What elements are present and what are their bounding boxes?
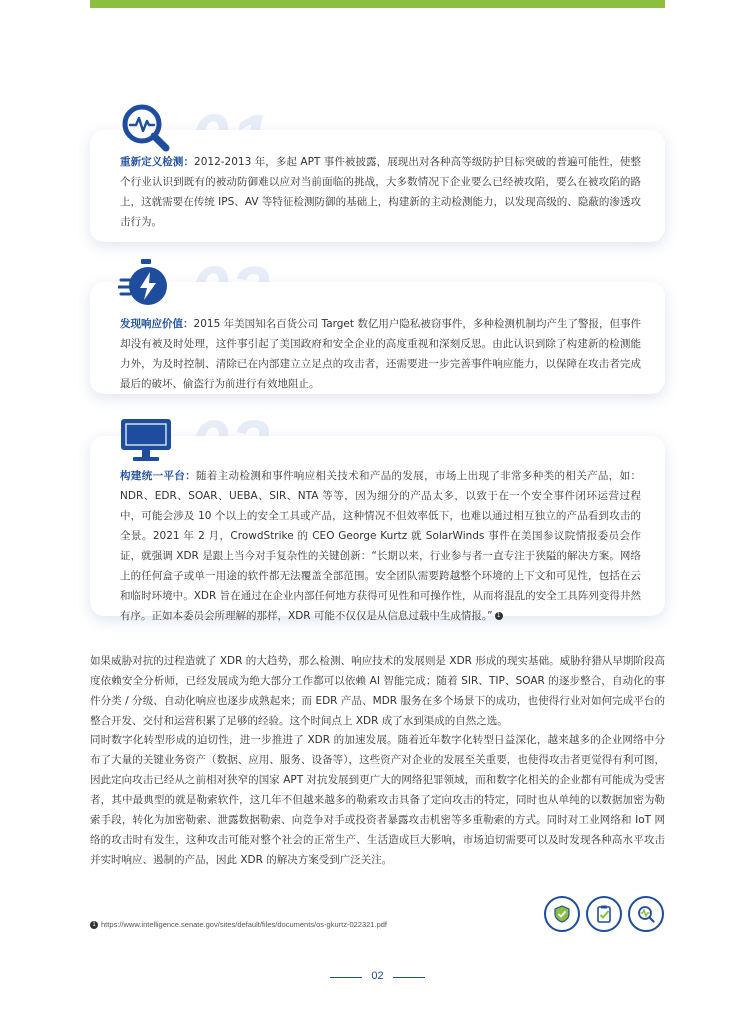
body-paragraph: 如果威胁对抗的过程造就了 XDR 的大趋势，那么检测、响应技术的发展则是 XDR 形成的现实基础。威胁狩猎从早期阶段高度依赖安全分析师，已经发展成为绝大部分工作都可以依赖 AI 智能完成；随着 SIR、TIP、SOAR 的逐步整合，自动化的事件分类 / 分级、自动化响应也逐步成熟起来；而 EDR 产品、MDR 服务在多个场景下的成功，也使得行业对如何完成平台的整合开发、交付和运营积累了足够的经验。这个时间点上 XDR 成了水到渠成的自然之选。: [90, 655, 665, 727]
card-lead: 发现响应价值：: [120, 318, 194, 330]
card-body: 2015 年美国知名百货公司 Target 数亿用户隐私被窃事件，多种检测机制均产生了警报，但事件却没有被及时处理，这件事引起了美国政府和安全企业的高度重视和深刻反思。由此认识到除了构建新的检测能力外，为及时控制、清除已在内部建立立足点的攻击者，还需要进一步完善事件响应能力，以保障在攻击者完成最后的破坏、偷盗行为前进行有效地阻止。: [120, 318, 642, 390]
page-number-rule-right: [393, 977, 425, 978]
card-text: [120, 152, 641, 232]
footnote-marker: 1: [90, 921, 98, 929]
card-lead: 重新定义检测：: [120, 156, 195, 168]
card-text: [120, 466, 641, 626]
card-text: [120, 314, 641, 394]
monitor-icon: [118, 410, 174, 466]
card-redefine-detection: [90, 130, 665, 242]
card-body: 2012-2013 年，多起 APT 事件被披露，展现出对各种高等级防护目标突破的普遍可能性，使整个行业认识到既有的被动防御难以应对当前面临的挑战，大多数情况下企业要么已经被攻陷，要么在被攻陷的路上，这就需要在传统 IPS、AV 等特征检测防御的基础上，构建新的主动检测能力，以发现高级的、隐蔽的渗透攻击行为。: [120, 156, 641, 228]
card-body: 随着主动检测和事件响应相关技术和产品的发展，市场上出现了非常多种类的相关产品，如：NDR、EDR、SOAR、UEBA、SIR、NTA 等等，因为细分的产品太多，以致于在一个安全事件闭环运营过程中，可能会涉及 10 个以上的安全工具或产品，这种情况不但效率低下，也难以通过相互独立的产品看到攻击的全景。2021 年 2 月，CrowdStrike 的 CEO George Kurtz 就 SolarWinds 事件在美国参议院情报委员会作证，就强调 XDR 是跟上当今对手复杂性的关键创新：“长期以来，行业参与者一直专注于狭隘的解决方案。网络上的任何盒子或单一用途的软件都无法覆盖全部范围。安全团队需要跨越整个环境的上下文和可见性，包括在云和临时环境中。XDR 旨在通过在企业内部任何地方获得可见性和可操作性，从而将混乱的安全工具阵列变得井然有序。正如本委员会所理解的那样，XDR 可能不仅仅是从信息过载中生成情报。”: [120, 470, 642, 622]
magnifier-pulse-icon: [118, 100, 174, 156]
footnote-url[interactable]: https://www.intelligence.senate.gov/sites/default/files/documents/os-gkurtz-022321.pdf: [101, 920, 387, 929]
page-number: 02: [371, 970, 384, 982]
footnote-ref[interactable]: 1: [495, 612, 503, 620]
footnote: [90, 920, 387, 929]
clipboard-check-icon: [586, 896, 622, 932]
stopwatch-lightning-icon: [118, 256, 174, 312]
card-unified-platform: [90, 436, 665, 622]
card-response-value: [90, 282, 665, 394]
body-paragraph: 同时数字化转型形成的迫切性，进一步推进了 XDR 的加速发展。随着近年数字化转型日益深化，越来越多的企业网络中分布了大量的关键业务资产（数据、应用、服务、设备等），这些资产对企业的发展至关重要，也使得攻击者更觉得有利可图，因此定向攻击已经从之前相对狭窄的国家 APT 对抗发展到更广大的网络犯罪领域，而和数字化相关的企业都有可能成为受害者，其中最典型的就是勒索软件，这几年不但越来越多的勒索攻击具备了定向攻击的特定，同时也从单纯的以数据加密为勒索手段，转化为加密勒索、泄露数据勒索、向竞争对手或投资者暴露攻击机密等多重勒索的方式。同时对工业网络和 IoT 网络的攻击时有发生，这种攻击可能对整个社会的正常生产、生活造成巨大影响，市场迫切需要可以及时发现各种高水平攻击并实时响应、遏制的产品，因此 XDR 的解决方案受到广泛关注。: [90, 734, 665, 866]
card-lead: 构建统一平台：: [120, 470, 197, 482]
shield-check-icon: [544, 896, 580, 932]
top-accent-bar: [90, 0, 665, 8]
magnifier-pulse-icon: [628, 896, 664, 932]
